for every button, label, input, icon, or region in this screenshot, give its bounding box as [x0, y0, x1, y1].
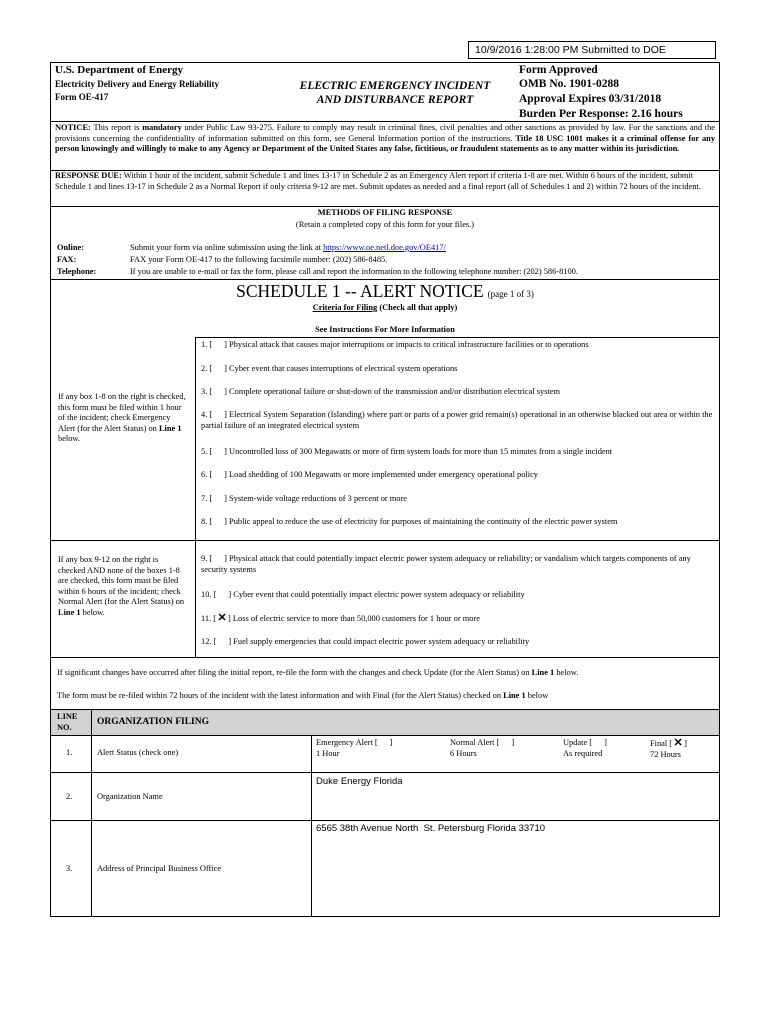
criteria-tail: (Check all that apply): [379, 303, 458, 312]
status-bracket: ]: [604, 738, 607, 747]
criterion-num: 9. [: [201, 554, 213, 563]
status-bracket: ]: [684, 739, 687, 748]
criterion-5: [201, 447, 713, 458]
divider: [50, 121, 720, 122]
status-final: [650, 738, 687, 760]
status-update: [563, 738, 607, 759]
status-sub: 1 Hour: [316, 748, 340, 758]
criterion-text: ] Fuel supply emergencies that could impact electric power system adequacy or reliability: [228, 637, 530, 646]
status-bracket: ]: [511, 738, 515, 747]
criterion-num: 12. [: [201, 637, 217, 646]
business-address-field[interactable]: 6565 38th Avenue North St. Petersburg Florida 33710: [316, 823, 546, 834]
criterion-4: [201, 410, 713, 431]
criterion-text: ] Physical attack that causes major interruptions or impacts to critical infrastructure facilities or to operations: [224, 340, 589, 349]
criterion-3: [201, 387, 713, 398]
form-title-line1: ELECTRIC EMERGENCY INCIDENT: [299, 80, 491, 92]
line-no-header-text: NO.: [57, 722, 72, 732]
notice-label: NOTICE:: [55, 123, 91, 132]
refile-note-2-line: Line 1: [503, 691, 526, 700]
line-header-text: LINE: [57, 712, 78, 721]
line-number: 3.: [66, 864, 73, 873]
divider: [50, 772, 720, 773]
line-number: 2.: [66, 792, 73, 801]
criterion-num: 8. [: [201, 517, 213, 526]
criterion-2: [201, 364, 713, 375]
criterion-text: ] Load shedding of 100 Megawatts or more implemented under emergency operational policy: [224, 470, 538, 479]
approval-text: Form Approved: [519, 64, 598, 76]
criteria-label: Criteria for Filing: [312, 303, 378, 312]
criterion-text: ] System-wide voltage reductions of 3 percent or more: [224, 494, 407, 503]
status-label: Update [: [563, 738, 593, 747]
divider: [50, 820, 720, 821]
divider: [50, 735, 720, 736]
criteria-heading: [50, 303, 720, 314]
criterion-6: [201, 470, 713, 481]
divider: [50, 279, 720, 280]
refile-note-1-text: If significant changes have occurred after filing the initial report, re-file the form with the changes and check Update (for the Alert Status) on: [57, 668, 530, 677]
criterion-7: [201, 494, 713, 505]
refile-note-1-line: Line 1: [531, 668, 555, 677]
group2-note: [58, 555, 186, 618]
fax-instructions: FAX your Form OE-417 to the following facsimile number: (202) 586-8485.: [130, 255, 388, 264]
criterion-num: 3. [: [201, 387, 213, 396]
business-address-label: Address of Principal Business Office: [97, 864, 222, 873]
status-normal-alert: [450, 738, 514, 759]
response-due-label: RESPONSE DUE:: [55, 171, 122, 180]
methods-title: METHODS OF FILING RESPONSE: [317, 208, 453, 217]
group1-note-tail: below.: [58, 434, 81, 443]
divider: [311, 735, 312, 917]
notice-legal-warning: Title 18 USC 1001 makes it a criminal offense for any person knowingly and willingly to make to any Agency or Department of the United States any false, fictitious, or fraudulent statements as to any matter within its jurisdiction.: [55, 133, 716, 153]
criterion-num: 4. [: [201, 410, 213, 419]
status-sub: 6 Hours: [450, 748, 477, 758]
notice-paragraph: [55, 123, 715, 155]
refile-note-2-text: The form must be re-filed within 72 hours of the incident with the latest information and with Final (for the Alert Status) checked on: [57, 691, 502, 700]
group1-note: [58, 392, 186, 445]
divider: [195, 540, 196, 657]
criterion-num: 11. [: [201, 614, 217, 623]
criterion-num: 10. [: [201, 590, 217, 599]
group2-note-tail: below.: [82, 607, 105, 617]
alert-status-label: Alert Status (check one): [97, 748, 179, 757]
agency-name: U.S. Department of Energy: [55, 64, 184, 76]
online-text: Submit your form via online submission using the link at: [130, 243, 321, 252]
online-instructions: [130, 243, 446, 254]
criterion-12: [201, 637, 713, 648]
line-number: 1.: [66, 748, 73, 757]
form-id: Form OE-417: [55, 92, 109, 102]
divider: [50, 540, 720, 541]
status-sub: 72 Hours: [650, 749, 681, 759]
criterion-text: ] Cyber event that could potentially impact electric power system adequacy or reliability: [228, 590, 525, 599]
criterion-num: 2. [: [201, 364, 213, 373]
status-label: Normal Alert [: [450, 738, 500, 747]
omb-number: OMB No. 1901-0288: [519, 78, 619, 90]
refile-note-1: [57, 668, 717, 679]
divider: [195, 337, 196, 540]
status-emergency-alert: [316, 738, 393, 759]
line-column-header: [57, 712, 77, 733]
group2-note-text: If any box 9-12 on the right is checked AND none of the boxes 1-8 are checked, this form must be filed within 6 hours of the incident; check Normal Alert (for the Alert Status) on: [58, 555, 185, 606]
fax-label: FAX:: [57, 255, 77, 264]
criterion-11: [201, 613, 713, 625]
group2-note-line: Line 1: [58, 607, 81, 617]
status-sub: As required: [563, 748, 603, 758]
criterion-checkbox-11[interactable]: ✕: [217, 612, 227, 624]
notice-text-a: This report is: [93, 123, 140, 132]
schedule-title: SCHEDULE 1 -- ALERT NOTICE: [236, 281, 484, 301]
organization-name-field[interactable]: Duke Energy Florida: [316, 776, 403, 787]
schedule-page: (page 1 of 3): [487, 289, 534, 299]
group1-note-text: If any box 1-8 on the right is checked, this form must be filed within 1 hour of the incident; check Emergency Alert (for the Alert Status) on: [58, 392, 186, 433]
submission-stamp-text: 10/9/2016 1:28:00 PM Submitted to DOE: [475, 44, 666, 56]
telephone-label: Telephone:: [57, 267, 97, 276]
criterion-1: [201, 340, 713, 351]
status-label: Emergency Alert [: [316, 738, 378, 747]
form-title-line2: AND DISTURBANCE REPORT: [316, 94, 474, 106]
group1-note-line: Line 1: [158, 423, 182, 433]
submission-stamp: [468, 41, 716, 59]
status-label: Final [: [650, 739, 673, 748]
schedule-heading: [50, 281, 720, 302]
criterion-8: [201, 517, 713, 528]
criterion-9: [201, 554, 713, 575]
criterion-num: 1. [: [201, 340, 213, 349]
approval-expiration: Approval Expires 03/31/2018: [519, 93, 662, 105]
organization-name-label: Organization Name: [97, 792, 163, 801]
divider: [50, 206, 720, 207]
criterion-num: 7. [: [201, 494, 213, 503]
criterion-text: ] Electrical System Separation (Islanding) where part or parts of a power grid remain(s) operational in an otherwise blacked out area or within the partial failure of an integrated electrical system: [201, 410, 713, 430]
online-label: Online:: [57, 243, 84, 252]
criterion-text: ] Cyber event that causes interruptions of electrical system operations: [224, 364, 458, 373]
criterion-text: ] Complete operational failure or shut-down of the transmission and/or distribution electrical system: [224, 387, 561, 396]
criterion-text: ] Public appeal to reduce the use of electricity for purposes of maintaining the continuity of the electric power system: [224, 517, 618, 526]
response-due-paragraph: [55, 171, 715, 192]
criterion-num: 6. [: [201, 470, 213, 479]
refile-note-1-tail: below.: [556, 668, 579, 677]
final-checkbox[interactable]: ✕: [673, 737, 683, 749]
criterion-text: ] Uncontrolled loss of 300 Megawatts or more of firm system loads for more than 15 minutes from a single incident: [224, 447, 613, 456]
divider: [195, 337, 720, 338]
burden-hours: Burden Per Response: 2.16 hours: [519, 108, 683, 120]
see-instructions: See Instructions For More Information: [315, 325, 455, 334]
notice-mandatory: mandatory: [142, 123, 182, 132]
telephone-instructions: If you are unable to e-mail or fax the form, please call and report the information to the following telephone number: (202) 586-8100.: [130, 267, 578, 276]
notice-text-b: under Public Law 93-275. Failure to comply may result in criminal fines, civil penalties and other sanctions as provided by law. For the sanctions and the provisions concerning the confidentiality of information submitted on this form, see General Information portion of the instructions.: [55, 123, 716, 143]
divider: [91, 710, 92, 917]
criterion-text: ] Loss of electric service to more than 50,000 customers for 1 hour or more: [228, 614, 480, 623]
refile-note-2-tail: below: [527, 691, 549, 700]
org-filing-header: ORGANIZATION FILING: [97, 717, 209, 727]
divider: [50, 657, 720, 658]
criterion-10: [201, 590, 713, 601]
status-bracket: ]: [389, 738, 393, 747]
response-due-text: Within 1 hour of the incident, submit Schedule 1 and lines 13-17 in Schedule 2 as an Emergency Alert report if criteria 1-8 are met. Within 6 hours of the incident, submit Schedule 1 and lines 13-17 in Schedule 2 as a Normal Report if only criteria 9-12 are met. Submit updates as needed and a final report (all of Schedules 1 and 2) within 72 hours of the incident.: [55, 171, 701, 191]
online-submission-link[interactable]: https://www.oe.netl.doe.gov/OE417/: [323, 243, 446, 252]
methods-subtitle: (Retain a completed copy of this form for your files.): [295, 220, 475, 229]
refile-note-2: [57, 691, 717, 702]
criterion-text: ] Physical attack that could potentially impact electric power system adequacy or reliability; or vandalism which targets components of any security systems: [201, 554, 691, 574]
criterion-num: 5. [: [201, 447, 213, 456]
office-name: Electricity Delivery and Energy Reliability: [55, 79, 219, 89]
